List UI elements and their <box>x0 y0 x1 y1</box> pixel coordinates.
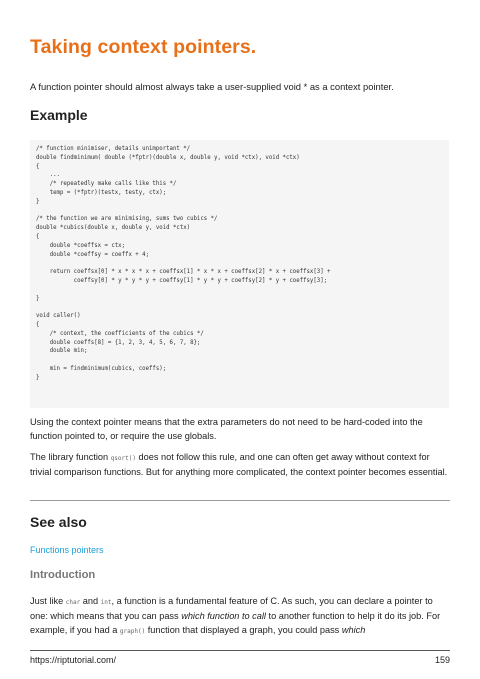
paragraph-qsort <box>30 451 450 480</box>
intro-paragraph: A function pointer should almost always take a user-supplied void * as a context pointer. <box>30 81 394 92</box>
emphasis-text: which <box>341 624 366 635</box>
text-segment: Just like <box>30 596 66 606</box>
inline-code-char: char <box>65 599 81 606</box>
section-divider <box>30 500 450 501</box>
functions-pointers-link[interactable]: Functions pointers <box>30 545 104 555</box>
text-segment: to another function to help it do its job. For example, if you had a <box>30 610 441 635</box>
footer-divider <box>30 650 450 651</box>
introduction-heading: Introduction <box>30 569 96 581</box>
page-title: Taking context pointers. <box>30 36 257 58</box>
example-heading: Example <box>30 107 88 123</box>
paragraph-context-pointer: Using the context pointer means that the extra parameters do not need to be hard-coded into the function pointed to, or require the use globals. <box>30 417 423 441</box>
emphasis-text: which function to call <box>181 610 266 621</box>
text-segment: and <box>80 596 101 606</box>
text-segment: , a function is a fundamental feature of C. As such, you can declare a pointer to one: which means that you can pass <box>30 596 433 621</box>
text-segment: does not follow this rule, and one can often get away without context for trivial comparison functions. But for anything more complicated, the context pointer becomes essential. <box>30 452 448 477</box>
code-block: /* function minimiser, details unimportant */ double findminimum( double (*fptr)(double x, double y, void *ctx), void *ctx) { ... /* repeatedly make calls like this */ temp = (*fptr)(testx, testy, ctx); } /* the function we are minimising, sums two cubics */ double *cubics(double x, double y, void *ctx) { double *coeffsx = ctx; double *coeffsy = coeffx + 4; return coeffsx[0] * x * x * x + coeffsx[1] * x * x + coeffsx[2] * x + coeffsx[3] + coeffsy[0] * y * y * y + coeffsy[1] * y * y + coeffsy[2] * y + coeffsy[3]; } void caller() { /* context, the coefficients of the cubics */ double coeffs[8] = {1, 2, 3, 4, 5, 6, 7, 8}; double min; min = findminimum(cubics, coeffs); } <box>30 140 449 408</box>
paragraph-introduction <box>30 595 450 638</box>
text-segment: The library function <box>30 452 111 462</box>
footer-url: https://riptutorial.com/ <box>30 655 117 665</box>
see-also-heading: See also <box>30 514 87 530</box>
text-segment: function that displayed a graph, you could pass <box>145 624 342 635</box>
inline-code-int: int <box>100 599 112 606</box>
inline-code-graph: graph() <box>119 627 146 635</box>
page-number: 159 <box>434 655 450 665</box>
inline-code-qsort: qsort() <box>110 455 136 462</box>
